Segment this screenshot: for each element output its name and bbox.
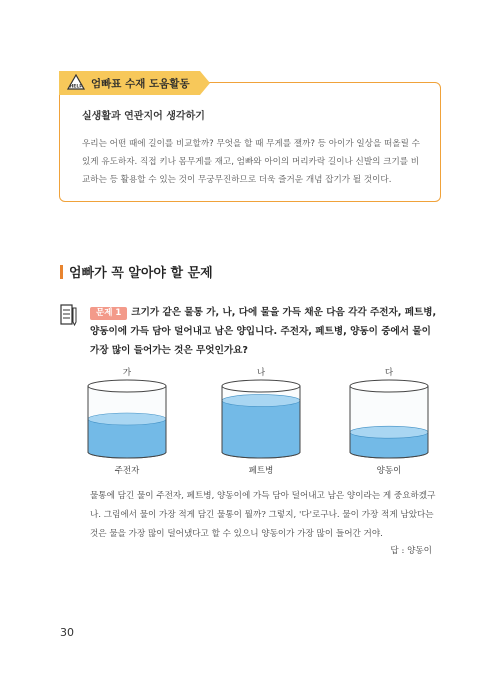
question-body: 크기가 같은 물통 가, 나, 다에 물을 가득 채운 다음 각각 주전자, 페트병, 양동이에 가득 담아 덜어내고 남은 양입니다. 주전자, 페트병, 양동이 중에서 물이 가장 많이 들어가는 것은 무엇인가요? bbox=[90, 307, 437, 356]
water-surface bbox=[350, 426, 428, 438]
question-text bbox=[90, 303, 440, 360]
container-rim bbox=[350, 380, 428, 392]
page-number: 30 bbox=[60, 626, 74, 639]
help-badge-text: HELP bbox=[69, 84, 83, 90]
section-title-text: 엄빠가 꼭 알아야 할 문제 bbox=[69, 266, 213, 281]
section-bar bbox=[60, 265, 63, 279]
help-body: 우리는 어떤 때에 길이를 비교할까? 무엇을 할 때 무게를 잴까? 등 아이가 일상을 떠올릴 수 있게 유도하자. 직접 키나 몸무게를 재고, 엄빠와 아이의 머리카락 길이나 신발의 크기를 비교하는 등 활용할 수 있는 것이 무궁무진하므로 더욱 즐거운 개념 잡기가 될 것이다. bbox=[82, 139, 420, 185]
container-name-pet-bottle: 페트병 bbox=[248, 466, 274, 476]
water-container-ga bbox=[86, 378, 168, 460]
help-tab bbox=[59, 71, 200, 95]
container-name-kettle: 주전자 bbox=[114, 466, 140, 476]
answer-explanation: 물통에 담긴 물이 주전자, 페트병, 양동이에 가득 담아 덜어내고 남은 양이라는 게 중요하겠구나. 그림에서 물이 가장 적게 담긴 물통이 뭘까? 그렇지, '다'로구나. 물이 가장 적게 남았다는 것은 물을 가장 많이 덜어냈다고 할 수 있으니 양동이가 가장 많이 들어간 거야. bbox=[90, 491, 436, 539]
help-title: 엄빠표 수재 도움활동 bbox=[91, 77, 190, 90]
container-rim bbox=[88, 380, 166, 392]
note-pencil-icon bbox=[60, 303, 78, 327]
container-label-da: 다 bbox=[384, 368, 394, 378]
water-fill bbox=[222, 401, 300, 458]
water-surface bbox=[88, 413, 166, 425]
help-icon bbox=[67, 74, 85, 92]
water-container-na bbox=[220, 378, 302, 460]
answer-final: 답 : 양동이 bbox=[390, 546, 432, 556]
container-label-ga: 가 bbox=[122, 368, 132, 378]
water-surface bbox=[222, 395, 300, 407]
help-box bbox=[59, 77, 441, 202]
container-rim bbox=[222, 380, 300, 392]
section-title bbox=[60, 262, 213, 281]
water-container-da bbox=[348, 378, 430, 460]
question-badge: 문제 1 bbox=[90, 307, 127, 320]
help-subtitle: 실생활과 연관지어 생각하기 bbox=[82, 111, 205, 122]
container-label-na: 나 bbox=[256, 368, 266, 378]
container-name-bucket: 양동이 bbox=[376, 466, 402, 476]
